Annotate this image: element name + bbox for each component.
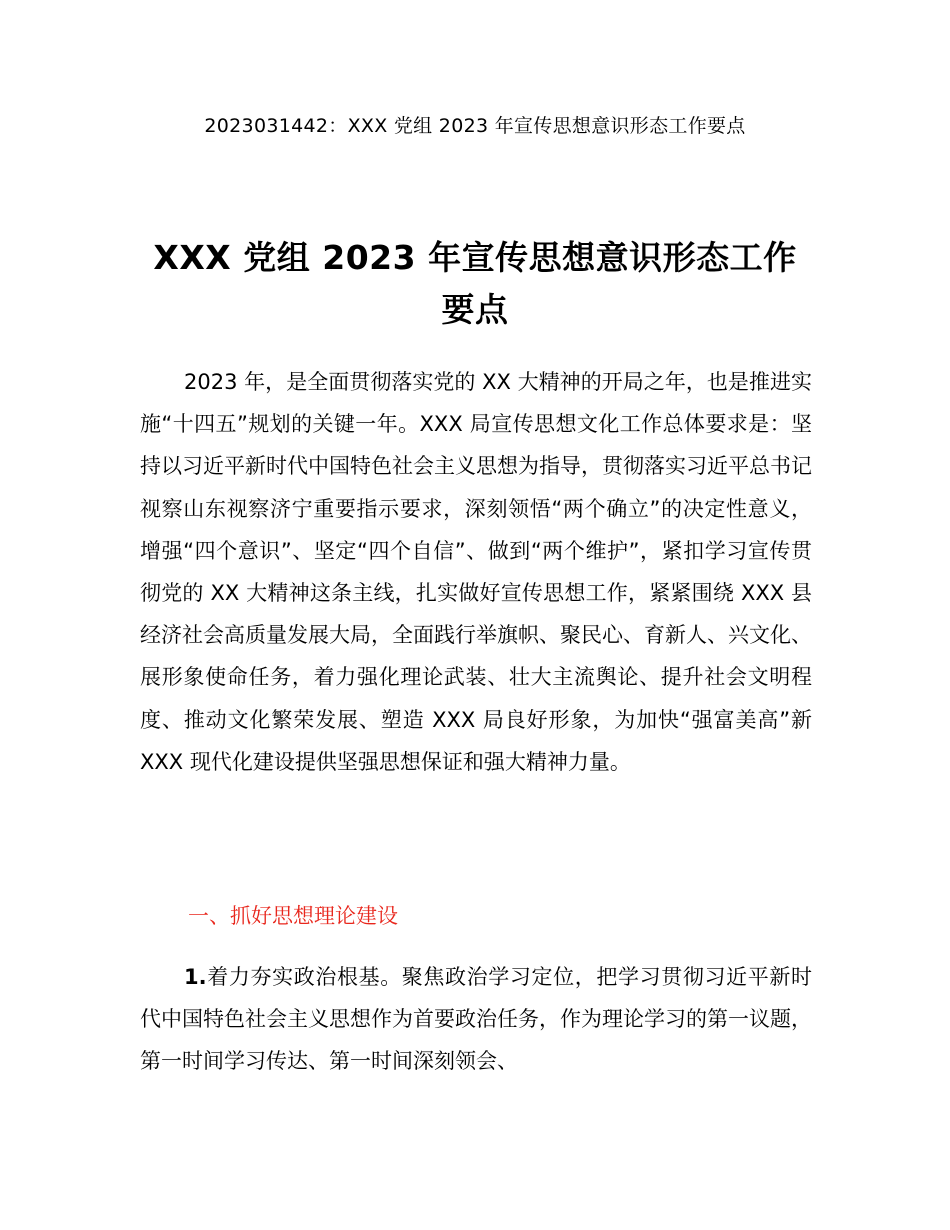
intro-paragraph: 2023 年，是全面贯彻落实党的 XX 大精神的开局之年，也是推进实施“十四五”规划的关键一年。XXX 局宣传思想文化工作总体要求是：坚持以习近平新时代中国特色社会主义思想为指导，贯彻落实习近平总书记视察山东视察济宁重要指示要求，深刻领悟“两个确立”的决定性意义，增强“四个意识”、坚定“四个自信”、做到“两个维护”，紧扣学习宣传贯彻党的 XX 大精神这条主线，扎实做好宣传思想工作，紧紧围绕 XXX 县经济社会高质量发展大局，全面践行举旗帜、聚民心、育新人、兴文化、展形象使命任务，着力强化理论武装、壮大主流舆论、提升社会文明程度、推动文化繁荣发展、塑造 XXX 局良好形象，为加快“强富美高”新 XXX 现代化建设提供坚强思想保证和强大精神力量。 xyxy=(140,370,812,774)
item-text: 着力夯实政治根基。聚焦政治学习定位，把学习贯彻习近平新时代中国特色社会主义思想作为首要政治任务，作为理论学习的第一议题，第一时间学习传达、第一时间深刻领会、 xyxy=(140,965,812,1074)
document-title: XXX 党组 2023 年宣传思想意识形态工作要点 xyxy=(153,238,797,329)
item-number: 1. xyxy=(184,965,207,989)
section-heading-1: 一、抓好思想理论建设 xyxy=(188,904,398,928)
document-header: 2023031442：XXX 党组 2023 年宣传思想意识形态工作要点 xyxy=(204,115,746,137)
section-1-item-1 xyxy=(140,956,812,1083)
